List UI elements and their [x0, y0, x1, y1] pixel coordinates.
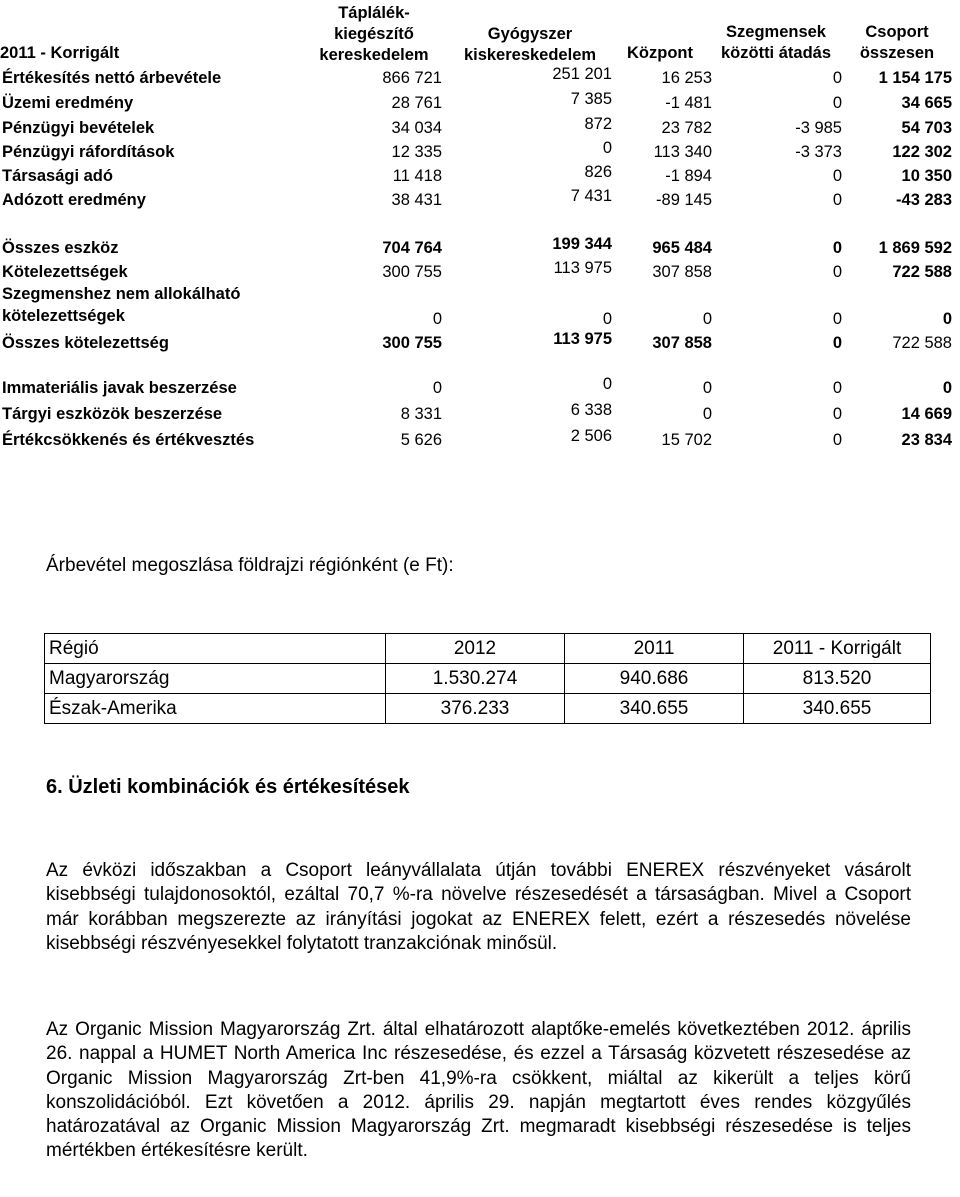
cell-total: 722 588 — [892, 334, 952, 352]
cell-value: 0 — [832, 191, 842, 209]
table-row — [0, 140, 960, 164]
table-row — [0, 376, 960, 400]
table-row — [0, 116, 960, 140]
cell-value: 6 338 — [570, 401, 612, 419]
cell-value: 34 034 — [391, 119, 442, 137]
section-heading: 6. Üzleti kombinációk és értékesítések — [46, 776, 410, 798]
cell-total: 23 834 — [901, 431, 952, 449]
header-cell: 2012 — [386, 634, 565, 664]
cell-total: 0 — [942, 379, 952, 397]
row-label: Tárgyi eszközök beszerzése — [2, 405, 223, 423]
cell-total: 54 703 — [901, 119, 952, 137]
table-row — [0, 283, 960, 331]
cell-value: 0 — [832, 167, 842, 185]
cell-value: 0 — [432, 379, 442, 397]
header-col-group-total: Csoport összesen — [859, 23, 935, 62]
cell-value: 0 — [602, 139, 612, 157]
cell-value: -1 894 — [665, 167, 712, 185]
cell-value: 0 — [832, 263, 842, 281]
cell-value: 15 702 — [661, 431, 712, 449]
cell-total: -43 283 — [896, 191, 952, 209]
cell-value: 0 — [702, 379, 712, 397]
cell-value: 113 975 — [553, 259, 612, 277]
cell-value: 8 331 — [400, 405, 442, 423]
cell-value: 0 — [832, 431, 842, 449]
cell-value: 199 344 — [552, 235, 612, 253]
cell-value: 0 — [602, 375, 612, 393]
cell-value: 5 626 — [400, 431, 442, 449]
cell-value: 0 — [432, 310, 442, 328]
cell-value: -1 481 — [665, 94, 712, 112]
header-col-supplement-trade: Táplálék- kiegészítő kereskedelem — [319, 4, 429, 64]
cell-value: 872 — [584, 115, 612, 133]
row-label: Értékcsökkenés és értékvesztés — [2, 431, 255, 449]
cell-value: 113 340 — [653, 143, 712, 161]
cell-value: 965 484 — [652, 239, 712, 257]
header-cell: 2011 - Korrigált — [744, 634, 931, 664]
cell-value: -3 373 — [795, 143, 842, 161]
cell-total: 1 154 175 — [878, 69, 952, 87]
cell-value: 0 — [832, 94, 842, 112]
cell-value: 340.655 — [565, 694, 744, 724]
row-label: Szegmenshez nem allokálható kötelezettségek — [2, 285, 241, 325]
cell-value: 0 — [832, 239, 842, 257]
table-row — [0, 188, 960, 212]
cell-value: 0 — [832, 334, 842, 352]
header-col-intersegment: Szegmensek közötti átadás — [720, 23, 832, 62]
cell-value: 376.233 — [386, 694, 565, 724]
row-label: Értékesítés nettó árbevétele — [2, 69, 222, 87]
cell-value: 307 858 — [652, 334, 712, 352]
cell-value: -89 145 — [656, 191, 712, 209]
table-row — [0, 331, 960, 355]
cell-total: 122 302 — [892, 143, 952, 161]
table-row — [45, 664, 931, 694]
cell-value: 813.520 — [744, 664, 931, 694]
cell-value: 300 755 — [382, 334, 442, 352]
cell-value: 113 975 — [553, 330, 612, 348]
cell-value: -3 985 — [795, 119, 842, 137]
cell-total: 1 869 592 — [878, 239, 952, 257]
cell-value: 28 761 — [391, 94, 442, 112]
cell-value: 23 782 — [661, 119, 712, 137]
segment-table-header — [0, 0, 960, 66]
cell-value: 0 — [602, 310, 612, 328]
cell-value: 1.530.274 — [386, 664, 565, 694]
cell-value: 307 858 — [652, 263, 712, 281]
row-label: Kötelezettségek — [2, 263, 128, 281]
row-label: Immateriális javak beszerzése — [2, 379, 237, 397]
header-cell: 2011 — [565, 634, 744, 664]
cell-value: 340.655 — [744, 694, 931, 724]
cell-value: 38 431 — [391, 191, 442, 209]
table-row — [45, 694, 931, 724]
cell-value: 12 335 — [391, 143, 442, 161]
region-table-header — [45, 634, 931, 664]
row-label: Pénzügyi ráfordítások — [2, 143, 175, 161]
cell-value: 866 721 — [382, 69, 442, 87]
region-name: Észak-Amerika — [45, 694, 386, 724]
table-row — [0, 66, 960, 90]
table-row — [0, 91, 960, 115]
header-col-center: Központ — [627, 44, 693, 62]
row-label: Pénzügyi bevételek — [2, 119, 155, 137]
region-section-title: Árbevétel megoszlása földrajzi régiónként (e Ft): — [46, 555, 454, 576]
cell-value: 2 506 — [570, 427, 612, 445]
cell-total: 14 669 — [901, 405, 952, 423]
row-label: Adózott eredmény — [2, 191, 146, 209]
row-label: Összes kötelezettség — [2, 334, 169, 352]
cell-total: 0 — [942, 310, 952, 328]
table-row — [0, 428, 960, 452]
cell-value: 0 — [832, 310, 842, 328]
cell-value: 0 — [832, 69, 842, 87]
region-name: Magyarország — [45, 664, 386, 694]
cell-total: 10 350 — [901, 167, 952, 185]
row-label: Üzemi eredmény — [2, 94, 134, 112]
cell-value: 7 385 — [570, 90, 612, 108]
cell-value: 0 — [702, 310, 712, 328]
cell-value: 251 201 — [552, 65, 612, 83]
table-row — [0, 164, 960, 188]
cell-total: 34 665 — [901, 94, 952, 112]
cell-value: 0 — [832, 405, 842, 423]
table-row — [0, 236, 960, 260]
row-label: Összes eszköz — [2, 239, 119, 257]
cell-value: 0 — [832, 379, 842, 397]
cell-value: 7 431 — [570, 187, 612, 205]
table-row — [0, 260, 960, 284]
header-title: 2011 - Korrigált — [0, 44, 120, 62]
region-table — [44, 633, 931, 724]
cell-value: 11 418 — [392, 167, 442, 185]
table-row — [0, 402, 960, 426]
paragraph: Az évközi időszakban a Csoport leányvállalata útján további ENEREX részvényeket vásárolt kisebbségi tulajdonosoktól, ezáltal 70,7 %-ra növelve részesedését a társaságban. Mivel a Csoport már korábban megszerezte az irányítási jogokat az ENEREX felett, ezért a részesedés növelése kisebbségi részvényesekkel folytatott tranzakciónak minősül. — [46, 860, 911, 954]
row-label: Társasági adó — [2, 167, 113, 185]
cell-total: 722 588 — [892, 263, 952, 281]
paragraph: Az Organic Mission Magyarország Zrt. által elhatározott alaptőke-emelés következtében 2012. április 26. nappal a HUMET North America Inc részesedése, és ezzel a Társaság közvetett részesedése az Organic Mission Magyarország Zrt-ben 41,9%-ra csökkent, miáltal az kikerült a teljes körű konszolidációból. Ezt követően a 2012. április 29. napján megtartott éves rendes közgyűlés határozatával az Organic Mission Magyarország Zrt. megmaradt kisebbségi részesedése is teljes mértékben értékesítésre került. — [46, 1019, 911, 1162]
cell-value: 16 253 — [661, 69, 712, 87]
header-cell: Régió — [45, 634, 386, 664]
cell-value: 704 764 — [382, 239, 442, 257]
cell-value: 0 — [702, 405, 712, 423]
cell-value: 300 755 — [382, 263, 442, 281]
cell-value: 940.686 — [565, 664, 744, 694]
cell-value: 826 — [584, 163, 612, 181]
header-col-pharmacy-retail: Gyógyszer kiskereskedelem — [463, 25, 597, 64]
